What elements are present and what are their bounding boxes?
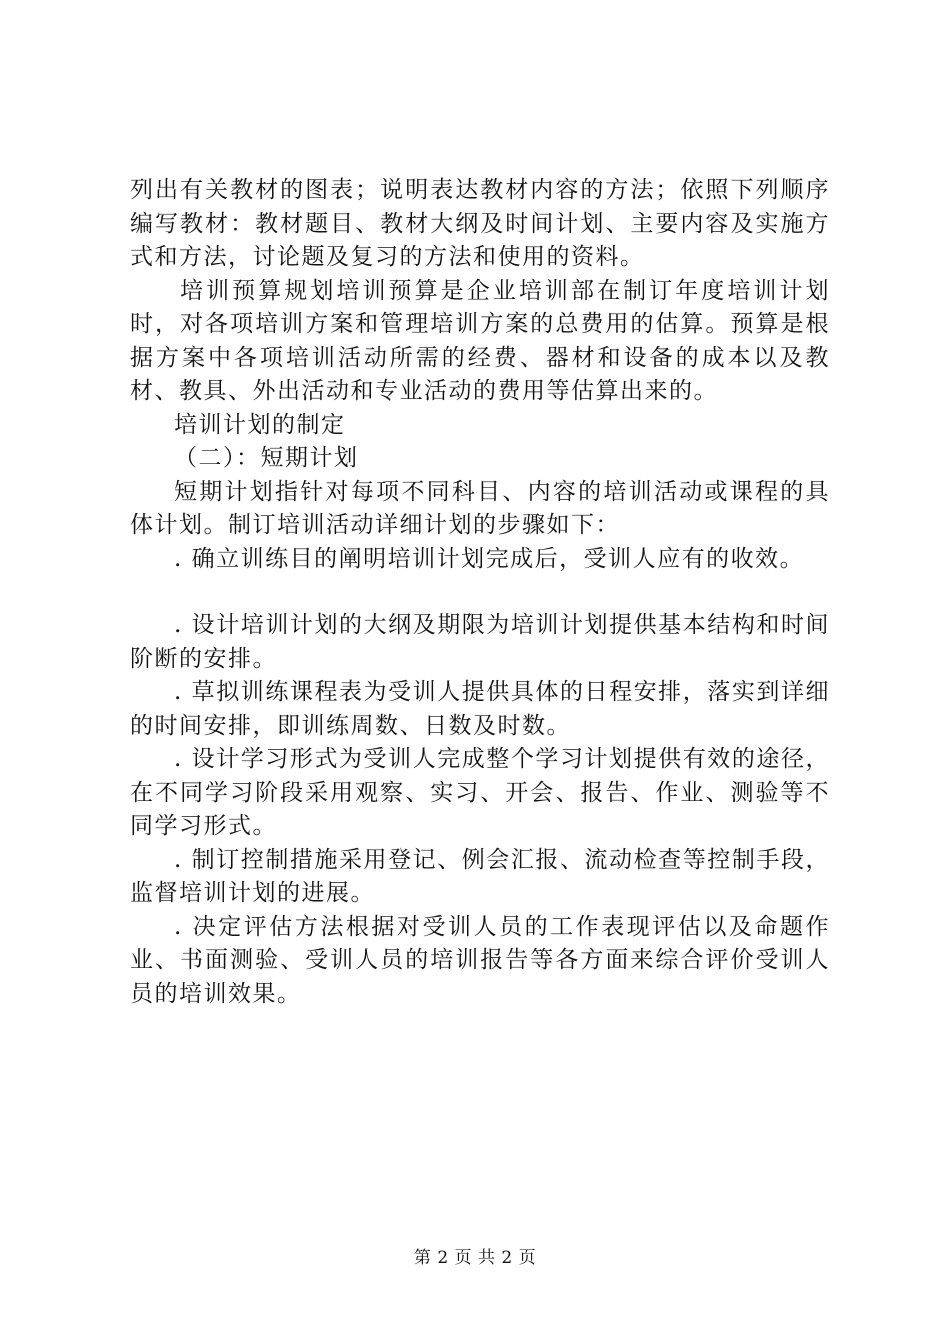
step-outline: . 设计培训计划的大纲及期限为培训计划提供基本结构和时间阶断的安排。	[130, 612, 830, 672]
step-objective: . 确立训练目的阐明培训计划完成后，受训人应有的收效。	[174, 545, 805, 572]
step-learning-form: . 设计学习形式为受训人完成整个学习计划提供有效的途径，在不同学习阶段采用观察、实习、开会、报告、作业、测验等不同学习形式。	[130, 746, 830, 839]
paragraph-budget: 培训预算规划培训预算是企业培训部在制订年度培训计划时，对各项培训方案和管理培训方案的总费用的估算。预算是根据方案中各项培训活动所需的经费、器材和设备的成本以及教材、教具、外出活动和专业活动的费用等估算出来的。	[130, 277, 830, 404]
blank-line	[130, 576, 830, 609]
heading-plan-formulation: 培训计划的制定	[174, 411, 346, 438]
paragraph-short-term-intro: 短期计划指针对每项不同科目、内容的培训活动或课程的具体计划。制订培训活动详细计划的步骤如下：	[130, 478, 830, 538]
heading-short-term-plan: （二）：短期计划	[174, 445, 359, 471]
paragraph-materials: 列出有关教材的图表；说明表达教材内容的方法；依照下列顺序编写教材：教材题目、教材大纲及时间计划、主要内容及实施方式和方法，讨论题及复习的方法和使用的资料。	[130, 177, 830, 270]
page-footer: 第 2 页 共 2 页	[413, 1248, 537, 1268]
step-schedule: . 草拟训练课程表为受训人提供具体的日程安排，落实到详细的时间安排，即训练周数、日数及时数。	[130, 679, 830, 739]
step-control: . 制订控制措施采用登记、例会汇报、流动检查等控制手段，监督培训计划的进展。	[130, 846, 830, 906]
step-evaluation: . 决定评估方法根据对受训人员的工作表现评估以及命题作业、书面测验、受训人员的培训报告等各方面来综合评价受训人员的培训效果。	[130, 913, 830, 1007]
document-body	[130, 174, 830, 1011]
